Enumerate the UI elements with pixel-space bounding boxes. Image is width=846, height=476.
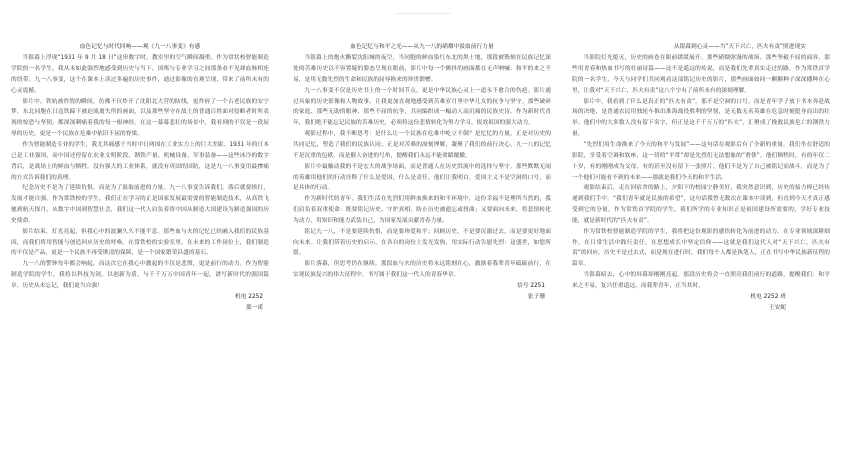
essay-paragraph: 当影院灯光熄灭，历史的画卷在眼前缓缓展开。那些硝烟弥漫的战场、那些坚毅不屈的面容，那些用青春和热血书写的壮丽诗篇——这不是遥远的传说，而是我们先辈真实走过的路。作为常铁首学院的一名学生，今天与同学们共同观看这部铭记历史的影片，那些画面如同一颗颗种子深深播种在心里，让我对“天下兴亡，匹夫有责”这八个字有了前所未有的深刻理解。	[572, 55, 830, 94]
essay-paragraph: 观影过程中，我不断思考：是什么让一个民族在危难中屹立不倒？是忆忆的力量，正是对历史的共同记忆，塑造了我们的民族认同；正是对苦难的深刻理解，凝聚了我们的前行决心。九一八的记忆不是沉重的包袱，而是催人奋进的号角，提醒我们永远不能重蹈覆辙。	[293, 131, 551, 159]
essay-column-2	[293, 42, 551, 452]
essay-paragraph: 影片结束，灯光亮起，但我心中的波澜久久不能平息。那些血与火的记忆已经融入我们的民族基因，而我们将用智能与创造回应历史的呼唤。在常铁校的实验室里，在未来的工作岗位上，我们制造的不仅是产品，更是一个民族不再受欺凌的保障，是一个国家繁荣昌盛的基石。	[11, 228, 269, 257]
essay-paragraph: 当银幕暗去，心中的屏幕却刚刚亮起。那段历史将会一直照亮我们前行的道路，提醒我们：和平来之不易，复兴任重道远，而我辈青年，正当其时。	[572, 272, 830, 289]
essay-class-number: 机电 2252 班	[750, 293, 786, 300]
essay-title: 血色记忆与和平之光——从九一八的硝烟中汲取前行力量	[350, 44, 494, 50]
essay-paragraph: 作为常铁校智能制造学院的学生，我将把这份观影的感悟转化为前进的动力。在专业领域深耕细作，在日常生活中践行责任，在思想成长中坚定信仰——这就是我们这代人对“天下兴亡，匹夫有责”的回应。历史不是过去式，而是现在进行时，我们每个人都是执笔人，正在书写中华民族新征程的篇章。	[572, 228, 830, 268]
essay-class-number: 机电 2252	[234, 293, 263, 300]
essay-paragraph: 纪念历史不是为了延续仇恨，而是为了汲取前进的力量。九一八事变告诉我们，落后就要挨打，发展才能自强。作为常铁校的学生，我们正在学习的正是国家发展最需要的智能制造技术，从高铁飞驰到航天探月，从数字中国到智慧社会，我们这一代人肩负着将中国从制造大国建设为制造强国的历史使命。	[11, 185, 269, 224]
essay-paragraph: 影片落幕，但思考仍在继续。那段血与火的历史将永远铭刻在心，激励着我辈青年砥砺前行，在实现民族复兴的伟大征程中，书写属于我们这一代人的青春华章。	[293, 261, 551, 279]
essay-paragraph: 当银幕上的炮火撕裂沈阳城的夜空，当同胞的鲜血染红东北的黑土地，那段被镌刻在民族记忆深处的苦难历史以不容置疑的姿态呈现在眼前，影片中每一个颤抖的画面都在无声呐喊：和平的来之不易，是用无数先烈的生命和民族的屈辱换来的珍贵馈赠。	[293, 55, 551, 83]
essay-title: 从银幕到心灵——当“天下兴亡，匹夫有责”照进现实	[673, 44, 806, 50]
essay-paragraph: 铭记九一八，不是要延续仇恨，而是要珍爱和平；回顾历史，不是要沉溺过去，而是要更好地面向未来。让我们带着历史的启示，在各自的岗位上发光发热，用实际行动告慰先烈：这盛世，如您所愿。	[293, 228, 551, 257]
essay-paragraph: 作为智能制造专业的学生，我尤其痛感于当时中日两国在工业实力上的巨大差距。1931 年的日本已是工业强国，而中国还停留在农业文明阶段。钢铁产量、机械设备、军事装备——这些冰冷的数字背后，是战场上的鲜血与牺牲。没有强大的工业体系，就没有巩固的国防，这是九一八事变用最惨痛的方式告诉我们的真理。	[11, 141, 269, 181]
essay-paragraph: 作为新时代的青年，我们生活在先烈们用鲜血换来的和平环境中，这份幸福不是理所当然的，我们肩负着双重使命：既要铭记历史、守护真相，防止历史被遗忘或扭曲；又要面向未来，将悲情转化为动力，用知识和能力武装自己，为国家发展贡献青春力量。	[293, 196, 551, 224]
essay-paragraph: 影片中，我看到了什么是真正的“匹夫有责”。那不是空洞的口号，而是青年学子放下书本奔赴战场的决绝，是普通农民用独轮车推出淮海战役胜利的坚韧，是无数无名英雄在危急时刻挺身而出的壮举。他们中的大多数人没有留下名字，但正是这千千万万的“匹夫”，汇聚成了挽救民族危亡的钢铁力量。	[572, 98, 830, 138]
essay-class-number: 信号 2251	[516, 282, 545, 289]
essay-paragraph: 九一八事变不仅是历史书上的一个时间节点，更是中华民族心灵上一道永不愈合的伤疤。影片通过具象的历史影像和人物故事，让我更加直观地感受到苦难岁月里中华儿女的抗争与坚守。那些破碎的家庭、那些无助的眼神、那些不屈的抗争，共同编织成一幅动人而沉痛的民族史诗。作为新时代青年，我们绝不能忘记民族的苦难历史，必须将这份悲情转化为努力学习、报效祖国的强大动力。	[293, 87, 551, 127]
essay-paragraph: “先烈们用生命换来了今天的和平与发展”——这句话在观影后有了全新的重量。我们坐在舒适的影院，享受着空调和软座，这一切的“平常”却是先烈们无法想象的“奢侈”。他们牺牲时，有的年仅二十岁，有的刚刚成为父母，有的甚至没有留下一张照片。他们不是为了自己被铭记而战斗，而是为了一个他们可能看不到的未来——那就是我们今天的和平生活。	[572, 141, 830, 181]
essay-column-3	[572, 42, 830, 452]
essay-column-1	[11, 42, 269, 452]
essay-paragraph: 当银幕上浮现“1931 年 9 月 18 日”这串数字时，教室里的空气瞬间凝重。作为常状校智能制造学院的一名学生，我从未如此强烈地感受到历史与当下、国殇与专业学习之间那条看不见却血脉相连的纽带。九一八事变，这个在课本上读过多遍的历史事件，通过影像的直观呈现，带来了前所未有的心灵震撼。	[11, 55, 269, 94]
essay-title: 血色记忆与时代回响——观《九一八事变》有感	[79, 44, 201, 50]
page-top-rule	[395, 13, 451, 14]
essay-paragraph: 九一八的警钟每年都会响起，而这次它在我心中激起的不仅是悲愤，更是前行的动力。作为智能制造学院的学生，我将以科技为剑，以创新为盾，与千千万万中国青年一起，谱写新时代的强国篇章。历史从未忘记，我们更当自强！	[11, 261, 269, 289]
essay-paragraph: 影片中最触动我的不是宏大的战争场面，而是普通人在历史洪流中的选择与坚守。那些默默无闻的英雄用他们的行动诠释了什么是爱国，什么是责任。他们让我明白，爱国主义不是空洞的口号，而是具体的行动。	[293, 163, 551, 192]
essay-paragraph: 观影结束后，走在回宿舍的路上，夕阳下的校园宁静美好，我突然意识到，历史的接力棒已经传递到我们手中。“我们青年就是民族的希望”，这句话我曾无数次在课本中读到，但直到今天才真正感受到它的分量。作为常铁首学院的学生，我们所学的专业知识正是祖国建设所需要的，学好专业技能，就是新时代的“匹夫有责”。	[572, 185, 830, 224]
essay-author: 王安妮	[768, 304, 786, 311]
essay-author: 张子珊	[527, 293, 545, 300]
essay-author: 那一诺	[245, 304, 263, 311]
essay-paragraph: 影片中，铁轨被炸毁的瞬间，仿佛不仅炸开了沈阳北大营的防线，更炸碎了一个古老民族的安宁梦。东北同胞在日寇铁蹄下被迫流离失所的画面，以及那些坚守在故土的普通百姓面对侵略者时所表现的惊恐与坚韧，都深深刺痛着我的每一根神经。在这一幕幕悲壮的场景中，我看到的不仅是一段屈辱的历史，更是一个民族在危难中依旧不屈的脊梁。	[11, 98, 269, 138]
